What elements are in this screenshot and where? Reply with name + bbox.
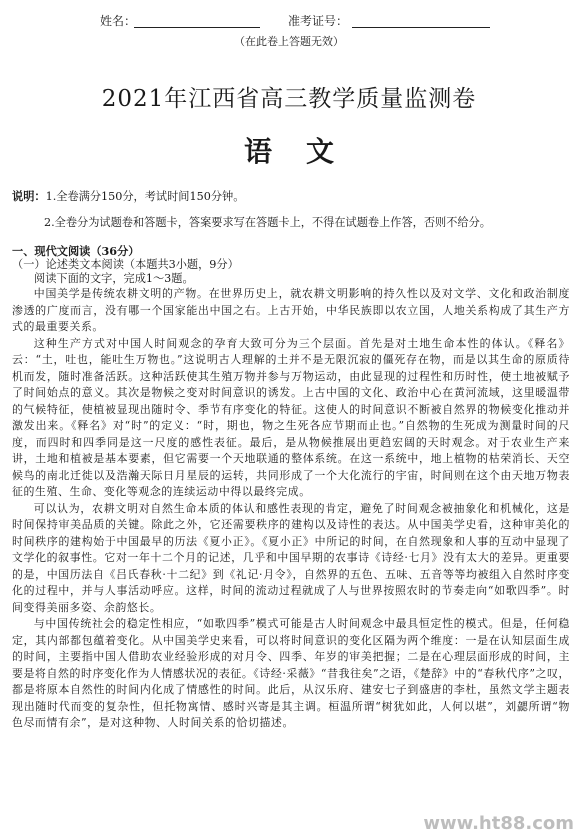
passage-paragraph: 与中国传统社会的稳定性相应，“如歌四季”模式可能是古人时间观念中最具恒定性的模式。但是，任何稳定，其内部都包蕴着变化。从中国美学史来看，可以将时间意识的变化区隔为两个维度：一是在认知层面生成的时间，主要指中国人借助农业经验形成的对月令、四季、年岁的审美把握；二是在心理层面形成的时间，主要是将自然的时序变化作为人情感状况的表征。《诗经·采薇》“昔我往矣”之语，《楚辞》中的“春秋代序”之叹，都是将原本自然性的时间内化成了情感性的时间。此后，从汉乐府、建安七子到盛唐的李杜，虽然文学主题表现出随时代而变的复杂性，但托物寓情、感时兴寄是其主调。桓温所谓“树犹如此，人何以堪”，刘勰所谓“物色尽而情有余”，是对这种物、人时间关系的恰切描述。 — [12, 617, 570, 729]
section-subheading: （一）论述类文本阅读（本题共3小题，9分） — [12, 258, 239, 271]
instruction-1-text: 1.全卷满分150分，考试时间150分钟。 — [45, 190, 245, 203]
candidate-info-row — [100, 10, 570, 32]
reading-passage — [12, 286, 570, 732]
answer-invalid-note: （在此卷上答题无效） — [234, 35, 344, 48]
instructions-label: 说明： — [12, 189, 46, 203]
passage-paragraph: 可以认为，农耕文明对自然生命本质的体认和感性表现的肯定，避免了时间观念被抽象化和机械化，这是时间保持审美品质的关键。除此之外，它还需要秩序的建构以及诗性的表达。从中国美学史看，这种审美化的时间秩序的建构始于中国最早的历法《夏小正》。《夏小正》中所记的时间，在自然现象和人事的互动中显现了文学化的叙事性。它对一年十二个月的记述，几乎和中国早期的农事诗《诗经·七月》没有太大的差异。更重要的是，中国历法自《吕氏春秋·十二纪》到《礼记·月令》，自然界的五色、五味、五音等等均被组入自然时序变化的过程中，并与人事活动呼应。这样，时间的流动过程就成了人与世界按照农时的节奏走向“如歌四季”。时间变得美丽多姿、余韵悠长。 — [12, 501, 570, 614]
site-watermark: www.ht88.com — [423, 813, 574, 834]
subject-title: 语文 — [243, 135, 368, 168]
instruction-2: 2.全卷分为试题卷和答题卡，答案要求写在答题卡上，不得在试题卷上作答，否则不给分。 — [44, 216, 491, 229]
exam-id-blank-line[interactable] — [352, 27, 490, 28]
exam-title: 2021年江西省高三教学质量监测卷 — [101, 86, 477, 112]
reading-prompt: 阅读下面的文字，完成1～3题。 — [34, 272, 194, 285]
instruction-1 — [12, 188, 578, 204]
name-label: 姓名： — [100, 14, 137, 28]
name-blank-line[interactable] — [134, 27, 260, 28]
exam-id-label: 准考证号： — [288, 14, 349, 28]
section-heading: 一、现代文阅读（36分） — [12, 244, 140, 258]
passage-paragraph: 这种生产方式对中国人时间观念的孕育大致可分为三个层面。首先是对土地生命本性的体认。《释名》云：“土，吐也，能吐生万物也。”这说明古人理解的土并不是无限沉寂的僵死存在物，而是以其生命的原质待机而发，随时准备活跃。这种活跃使其生殖万物并参与万物运动，由此显现的过程性和历时性，使土地被赋予了时间始点的意义。其次是物候之变对时间意识的诱发。上古中国的文化、政治中心在黄河流域，这里暖温带的气候特征，使植被显现出随时令、季节有序变化的特征。这使人的时间意识不断被自然界的物候变化推动并激发出来。《释名》对“时”的定义：“时，期也，物之生死各应节期而止也。”自然物的生死成为测量时间的尺度，而四时和四季同是这一尺度的感性表征。最后，是从物候推展出更趋宏阔的天时观念。对于农业生产来讲，土地和植被是基本要素，但它需要一个天地联通的整体系统。在这一系统中，地上植物的枯荣消长、天空候鸟的南北迁徙以及浩瀚天际日月星辰的运转，共同形成了一个大化流行的宇宙，时间则在这个由天地万物表征的生殖、生命、变化等观念的连续运动中得以最终完成。 — [12, 336, 570, 498]
passage-paragraph: 中国美学是传统农耕文明的产物。在世界历史上，就农耕文明影响的持久性以及对文学、文化和政治制度渗透的广度而言，没有哪一个国家能出中国之右。上古开始，中华民族即以农立国，人地关系构成了其生产方式的最重要关系。 — [12, 287, 570, 333]
